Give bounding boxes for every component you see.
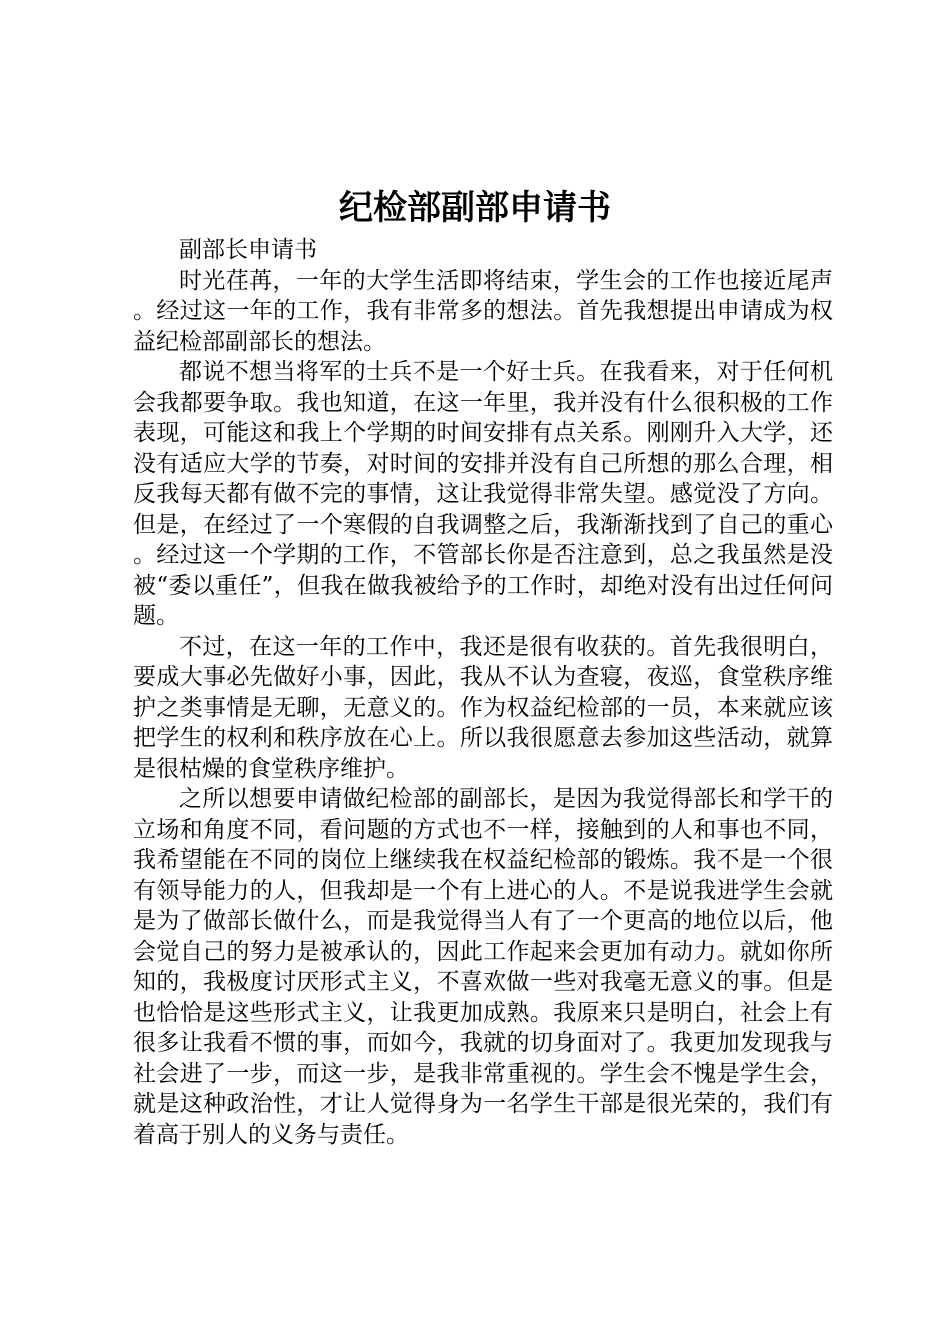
paragraph: 不过，在这一年的工作中，我还是很有收获的。首先我很明白，要成大事必先做好小事，因此，我从不认为查寝，夜巡，食堂秩序维护之类事情是无聊，无意义的。作为权益纪检部的一员，本来就应该把学生的权利和秩序放在心上。所以我很愿意去参加这些活动，就算是很枯燥的食堂秩序维护。 bbox=[133, 633, 833, 782]
paragraph-heading: 副部长申请书 bbox=[179, 237, 317, 263]
document-title: 纪检部副部申请书 bbox=[339, 188, 611, 228]
paragraph: 时光荏苒，一年的大学生活即将结束，学生会的工作也接近尾声。经过这一年的工作，我有非常多的想法。首先我想提出申请成为权益纪检部副部长的想法。 bbox=[133, 267, 833, 355]
paragraph: 之所以想要申请做纪检部的副部长，是因为我觉得部长和学干的立场和角度不同，看问题的方式也不一样，接触到的人和事也不同，我希望能在不同的岗位上继续我在权益纪检部的锻炼。我不是一个很有领导能力的人，但我却是一个有上进心的人。不是说我进学生会就是为了做部长做什么，而是我觉得当人有了一个更高的地位以后，他会觉自己的努力是被承认的，因此工作起来会更加有动力。就如你所知的，我极度讨厌形式主义，不喜欢做一些对我毫无意义的事。但是也恰恰是这些形式主义，让我更加成熟。我原来只是明白，社会上有很多让我看不惯的事，而如今，我就的切身面对了。我更加发现我与社会进了一步，而这一步，是我非常重视的。学生会不愧是学生会，就是这种政治性，才让人觉得身为一名学生干部是很光荣的，我们有着高于别人的义务与责任。 bbox=[133, 786, 833, 1148]
paragraph: 都说不想当将军的士兵不是一个好士兵。在我看来，对于任何机会我都要争取。我也知道，在这一年里，我并没有什么很积极的工作表现，可能这和我上个学期的时间安排有点关系。刚刚升入大学，还没有适应大学的节奏，对时间的安排并没有自己所想的那么合理，相反我每天都有做不完的事情，这让我觉得非常失望。感觉没了方向。但是，在经过了一个寒假的自我调整之后，我渐渐找到了自己的重心。经过这一个学期的工作，不管部长你是否注意到，总之我虽然是没被“委以重任”，但我在做我被给予的工作时，却绝对没有出过任何问题。 bbox=[133, 359, 833, 629]
document-body bbox=[133, 235, 833, 1150]
